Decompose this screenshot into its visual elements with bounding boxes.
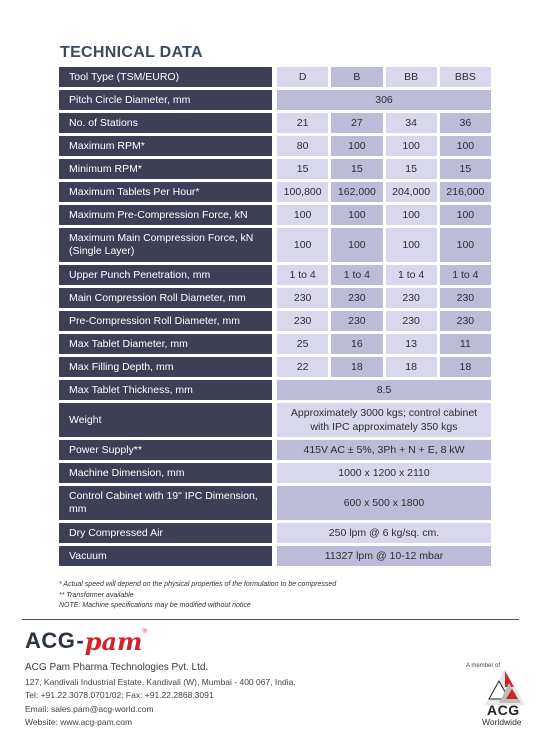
value-cell: 15 [440,159,491,179]
table-row [59,440,491,460]
table-row [59,136,491,156]
table-row [59,311,491,331]
value-cell: 100 [386,228,437,262]
table-row [59,403,491,437]
value-cell: 230 [277,311,328,331]
row-label: Max Filling Depth, mm [59,357,272,377]
value-cell: 18 [386,357,437,377]
divider [22,619,519,620]
row-label: Pitch Circle Diameter, mm [59,90,272,110]
table-row [59,334,491,354]
value-cell: 230 [331,288,382,308]
table-row [59,113,491,133]
table-row [59,463,491,483]
table-row [59,265,491,285]
merged-value-cell: 415V AC ± 5%, 3Ph + N + E, 8 kW [277,440,491,460]
value-cell: 100 [440,228,491,262]
company-email[interactable]: Email: sales.pam@acg-world.com [25,704,154,714]
value-cell: 162,000 [331,182,382,202]
value-cell: 22 [277,357,328,377]
value-cell: 11 [440,334,491,354]
value-cell: 100 [277,228,328,262]
value-cell: 15 [277,159,328,179]
merged-value-cell: 11327 lpm @ 10-12 mbar [277,546,491,566]
logo-pam-text: pam [84,626,143,656]
value-cell: 230 [440,311,491,331]
value-cell: 100 [386,205,437,225]
row-label: Power Supply** [59,440,272,460]
value-cell: 230 [440,288,491,308]
acg-logo-icon [485,669,525,705]
table-row [59,546,491,566]
row-label: Max Tablet Thickness, mm [59,380,272,400]
footnote: ** Transformer available [59,591,134,599]
value-cell: 15 [386,159,437,179]
merged-value-cell: Approximately 3000 kgs; control cabinet with IPC approximately 350 kgs [277,403,491,437]
table-row [59,67,491,87]
acg-tagline: Worldwide [482,717,522,727]
value-cell: 34 [386,113,437,133]
value-cell: BBS [440,67,491,87]
table-row [59,523,491,543]
row-label: Control Cabinet with 19" IPC Dimension, mm [59,486,272,520]
page-title: TECHNICAL DATA [60,44,203,61]
value-cell: 16 [331,334,382,354]
value-cell: 1 to 4 [331,265,382,285]
value-cell: 1 to 4 [386,265,437,285]
value-cell: B [331,67,382,87]
value-cell: 100,800 [277,182,328,202]
value-cell: 18 [331,357,382,377]
value-cell: 27 [331,113,382,133]
value-cell: 1 to 4 [440,265,491,285]
logo-dash: - [76,628,84,653]
row-label: Main Compression Roll Diameter, mm [59,288,272,308]
merged-value-cell: 250 lpm @ 6 kg/sq. cm. [277,523,491,543]
table-row [59,205,491,225]
technical-data-table [59,67,491,569]
value-cell: 18 [440,357,491,377]
table-row [59,228,491,262]
company-name: ACG Pam Pharma Technologies Pvt. Ltd. [25,662,209,673]
merged-value-cell: 600 x 500 x 1800 [277,486,491,520]
value-cell: 100 [440,136,491,156]
footnotes [59,580,336,612]
table-row [59,182,491,202]
row-label: No. of Stations [59,113,272,133]
company-address: 127, Kandivali Industrial Estate, Kandivali (W), Mumbai - 400 067, India. [25,677,296,687]
value-cell: 100 [331,136,382,156]
value-cell: 25 [277,334,328,354]
merged-value-cell: 1000 x 1200 x 2110 [277,463,491,483]
footnote: * Actual speed will depend on the physical properties of the formulation to be compressed [59,581,337,588]
value-cell: D [277,67,328,87]
row-label: Vacuum [59,546,272,566]
value-cell: 230 [277,288,328,308]
value-cell: 1 to 4 [277,265,328,285]
registered-mark: ® [142,629,147,635]
value-cell: 216,000 [440,182,491,202]
value-cell: 204,000 [386,182,437,202]
member-of-label: A member of [466,663,501,669]
row-label: Max Tablet Diameter, mm [59,334,272,354]
value-cell: 100 [331,228,382,262]
value-cell: 100 [331,205,382,225]
row-label: Maximum Tablets Per Hour* [59,182,272,202]
table-row [59,90,491,110]
row-label: Weight [59,403,272,437]
value-cell: 15 [331,159,382,179]
value-cell: 100 [386,136,437,156]
row-label: Dry Compressed Air [59,523,272,543]
value-cell: 13 [386,334,437,354]
row-label: Minimum RPM* [59,159,272,179]
value-cell: 230 [386,311,437,331]
value-cell: 100 [440,205,491,225]
table-row [59,486,491,520]
value-cell: 21 [277,113,328,133]
value-cell: 36 [440,113,491,133]
company-phone: Tel: +91.22.3078.0701/02; Fax: +91.22.2868.3091 [25,690,214,700]
value-cell: 100 [277,205,328,225]
company-website[interactable]: Website: www.acg-pam.com [25,717,133,727]
acg-pam-logo [25,627,147,655]
row-label: Pre-Compression Roll Diameter, mm [59,311,272,331]
table-row [59,357,491,377]
table-row [59,380,491,400]
value-cell: 230 [386,288,437,308]
acg-brand: ACG [487,702,520,718]
footnote: NOTE: Machine specifications may be modified without notice [59,602,251,609]
table-row [59,288,491,308]
row-label: Maximum Main Compression Force, kN (Single Layer) [59,228,272,262]
row-label: Upper Punch Penetration, mm [59,265,272,285]
row-label: Maximum Pre-Compression Force, kN [59,205,272,225]
merged-value-cell: 8.5 [277,380,491,400]
row-label: Machine Dimension, mm [59,463,272,483]
row-label: Tool Type (TSM/EURO) [59,67,272,87]
value-cell: 230 [331,311,382,331]
merged-value-cell: 306 [277,90,491,110]
table-row [59,159,491,179]
logo-acg-text: ACG [25,628,76,653]
value-cell: 80 [277,136,328,156]
row-label: Maximum RPM* [59,136,272,156]
value-cell: BB [386,67,437,87]
